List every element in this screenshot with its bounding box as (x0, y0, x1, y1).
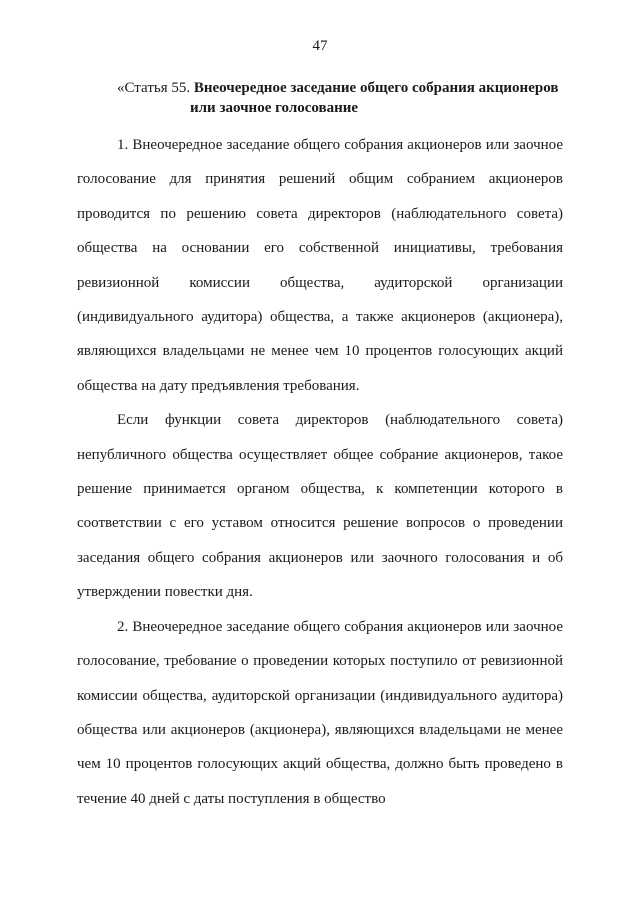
article-number: «Статья 55. (117, 80, 194, 96)
paragraph: 2. Внеочередное заседание общего собрания акционеров или заочное голосование, требование о проведении которых поступило от ревизионной комиссии общества, аудиторской организации (индивидуального аудитора) общества или акционеров (акционера), являющихся владельцами не менее чем 10 процентов голосующих акций общества, должно быть проведено в течение 40 дней с даты поступления в общество (77, 618, 563, 807)
article-body (77, 128, 563, 816)
paragraph: 1. Внеочередное заседание общего собрания акционеров или заочное голосование для принятия решений общим собранием акционеров проводится по решению совета директоров (наблюдательного совета) общества на основании его собственной инициативы, требования ревизионной комиссии общества, аудиторской организации (индивидуального аудитора) общества, а также акционеров (акционера), являющихся владельцами не менее чем 10 процентов голосующих акций общества на дату предъявления требования. (77, 137, 563, 394)
article-heading (117, 78, 577, 118)
article-title-line-2: или заочное голосование (190, 100, 359, 116)
page-number: 47 (312, 38, 328, 54)
paragraph: Если функции совета директоров (наблюдательного совета) непубличного общества осуществляет общее собрание акционеров, такое решение принимается органом общества, к компетенции которого в соответствии с его уставом относится решение вопросов о проведении заседания общего собрания акционеров или заочного голосования и об утверждении повестки дня. (77, 412, 563, 601)
article-title-line-1: Внеочередное заседание общего собрания акционеров (193, 80, 559, 96)
